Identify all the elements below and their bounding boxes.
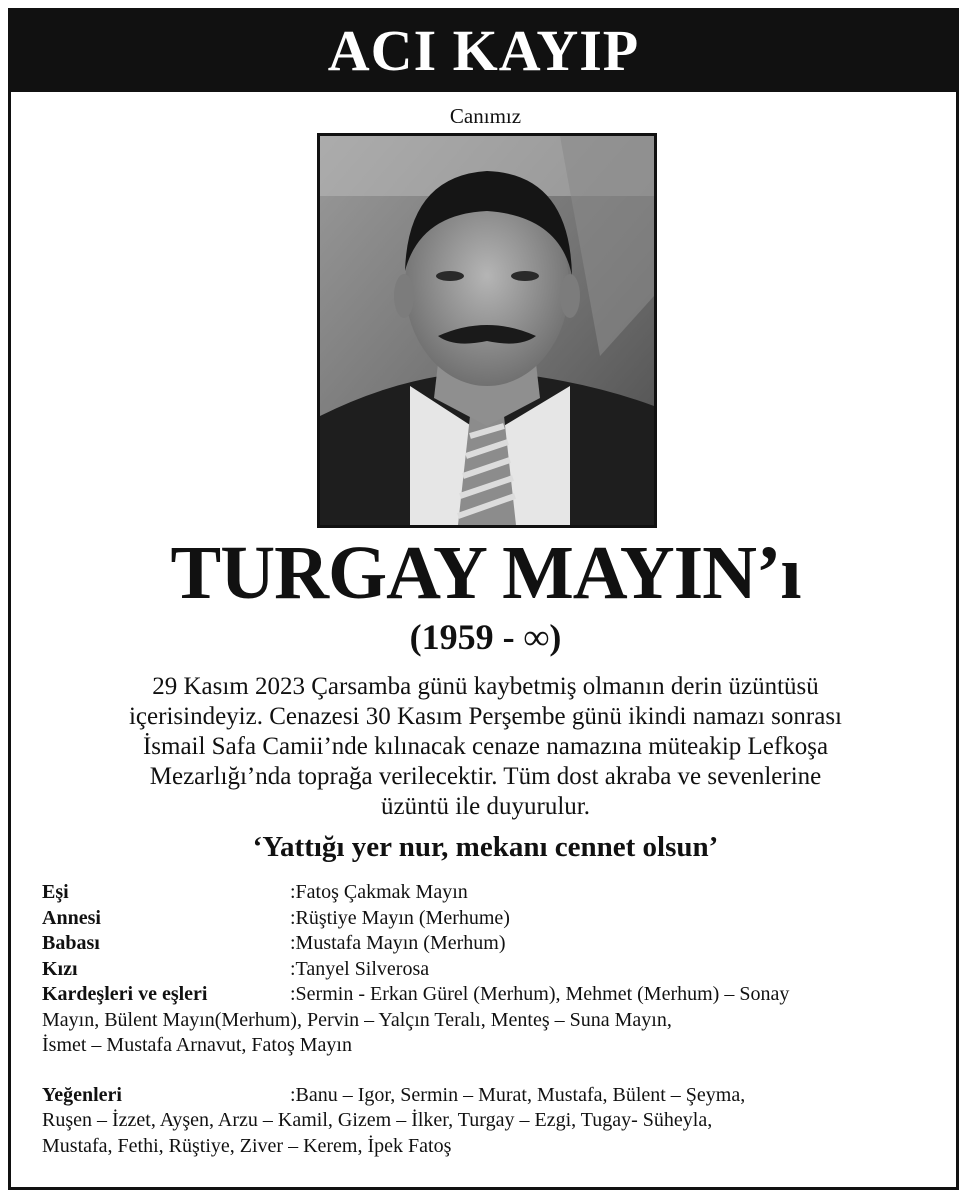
family-value: :Tanyel Silverosa: [290, 957, 430, 980]
portrait-photo: [317, 133, 657, 528]
family-value: :Rüştiye Mayın (Merhume): [290, 906, 510, 929]
announcement-line: İsmail Safa Camii’nde kılınacak cenaze namazına müteakip Lefkoşa: [142, 733, 829, 760]
family-value-continued: Ruşen – İzzet, Ayşen, Arzu – Kamil, Gizem – İlker, Turgay – Ezgi, Tugay- Süheyla,: [42, 1109, 713, 1131]
family-row-father: [42, 931, 922, 957]
announcement-line: içerisindeyiz. Cenazesi 30 Kasım Perşembe günü ikindi namazı sonrası: [128, 703, 842, 730]
family-value: :Mustafa Mayın (Merhum): [290, 932, 506, 954]
announcement-line: 29 Kasım 2023 Çarsamba günü kaybetmiş olmanın derin üzüntüsü: [152, 673, 819, 700]
intro-text: Canımız: [449, 104, 522, 128]
prayer-text: ‘Yattığı yer nur, mekanı cennet olsun’: [252, 831, 719, 863]
announcement-text: [60, 672, 911, 822]
family-value: :Fatoş Çakmak Mayın: [290, 881, 468, 903]
family-label: Yeğenleri: [42, 1083, 122, 1106]
deceased-name: TURGAY MAYIN’ı: [170, 531, 801, 615]
family-row-nephews: [42, 1083, 922, 1109]
family-value: :Banu – Igor, Sermin – Murat, Mustafa, Bülent – Şeyma,: [290, 1083, 746, 1106]
family-row-siblings: [42, 982, 922, 1008]
family-value-continued: Mustafa, Fethi, Rüştiye, Ziver – Kerem, İpek Fatoş: [42, 1134, 452, 1157]
family-label: Annesi: [42, 906, 101, 929]
family-value-continued: İsmet – Mustafa Arnavut, Fatoş Mayın: [42, 1034, 352, 1056]
family-value: :Sermin - Erkan Gürel (Merhum), Mehmet (Merhum) – Sonay: [290, 983, 790, 1005]
family-label: Kızı: [42, 957, 78, 980]
family-label: Kardeşleri ve eşleri: [42, 983, 208, 1005]
header-banner: [8, 8, 959, 92]
announcement-line: Mezarlığı’nda toprağa verilecektir. Tüm dost akraba ve sevenlerine: [149, 763, 822, 790]
family-row-mother: [42, 906, 922, 932]
family-row-daughter: [42, 957, 922, 983]
header-title: ACI KAYIP: [327, 17, 640, 83]
deceased-years: (1959 - ∞): [409, 617, 562, 657]
family-row-spouse: [42, 880, 922, 906]
announcement-line: üzüntü ile duyurulur.: [381, 793, 590, 820]
family-label: Eşi: [42, 881, 69, 903]
family-list: [42, 880, 922, 1159]
family-label: Babası: [42, 932, 100, 954]
family-value-continued: Mayın, Bülent Mayın(Merhum), Pervin – Yalçın Teralı, Menteş – Suna Mayın,: [42, 1008, 672, 1031]
portrait-image: [320, 136, 654, 525]
